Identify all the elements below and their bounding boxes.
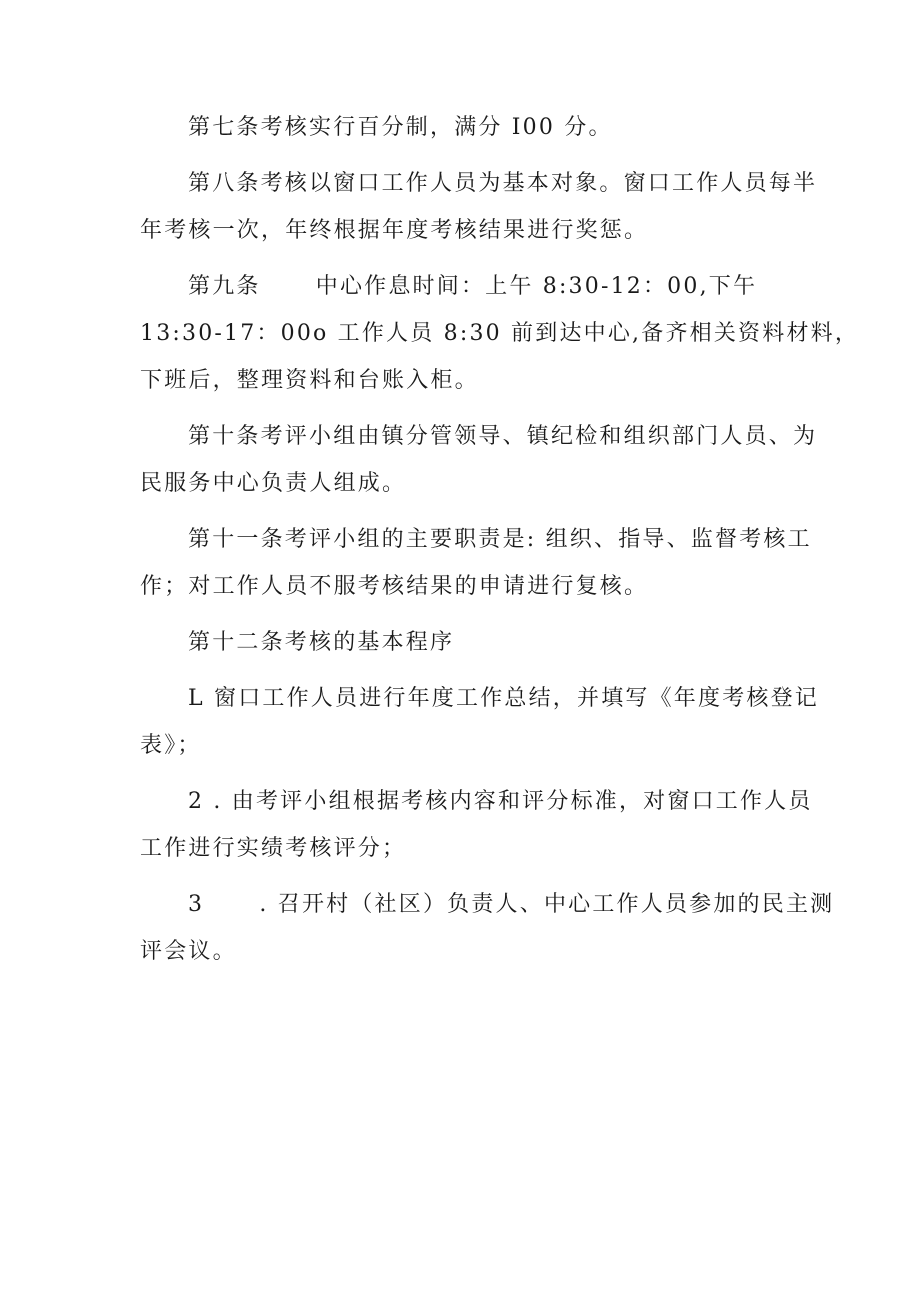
article-9 [140, 263, 860, 404]
article-10 [140, 413, 818, 507]
text-line: 表》； [140, 733, 202, 758]
article-7 [140, 104, 790, 151]
procedure-step-3 [140, 881, 835, 975]
text-line: 第八条考核以窗口工作人员为基本对象。窗口工作人员每半 [188, 171, 818, 196]
text-line: 第十一条考评小组的主要职责是: 组织、指导、监督考核工 [188, 527, 812, 552]
procedure-step-2 [140, 778, 813, 872]
article-8 [140, 160, 818, 254]
text-line: 评会议。 [140, 939, 237, 964]
text-line: 第十二条考核的基本程序 [188, 630, 455, 655]
text-line: 作；对工作人员不服考核结果的申请进行复核。 [140, 574, 649, 599]
text-line: 工作进行实绩考核评分； [140, 836, 407, 861]
text-line: 第九条 中心作息时间：上午 8:30-12：00,下午 [188, 274, 758, 299]
text-line: L 窗口工作人员进行年度工作总结，并填写《年度考核登记 [188, 686, 820, 711]
text-line: 年考核一次，年终根据年度考核结果进行奖惩。 [140, 218, 649, 243]
text-line: 13:30-17：00o 工作人员 8:30 前到达中心,备齐相关资料材料， [140, 321, 860, 346]
text-line: 第七条考核实行百分制，满分 I00 分。 [188, 115, 613, 140]
text-line: 下班后，整理资料和台账入柜。 [140, 368, 479, 393]
article-12 [140, 619, 790, 666]
text-line: 第十条考评小组由镇分管领导、镇纪检和组织部门人员、为 [188, 424, 818, 449]
article-11 [140, 516, 812, 610]
procedure-step-1 [140, 675, 820, 769]
document-body [140, 104, 860, 984]
text-line: 民服务中心负责人组成。 [140, 471, 407, 496]
text-line: 2 . 由考评小组根据考核内容和评分标准，对窗口工作人员 [188, 789, 813, 814]
text-line: 3 . 召开村（社区）负责人、中心工作人员参加的民主测 [188, 892, 835, 917]
